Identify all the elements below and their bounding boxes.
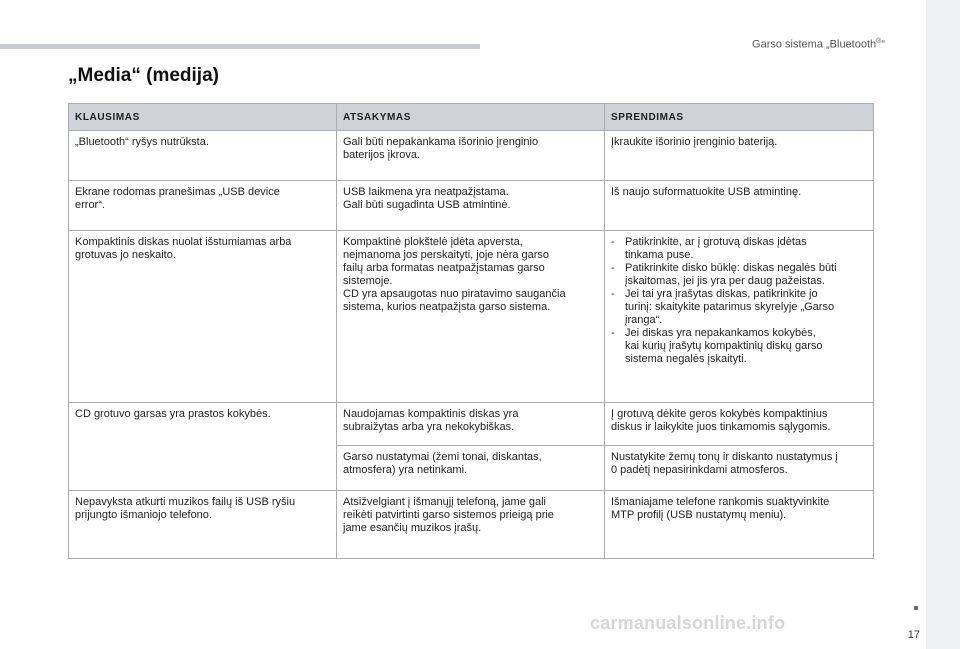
solution-cell <box>605 231 874 403</box>
question-cell <box>69 231 337 403</box>
page-title: „Media“ (medija) <box>68 65 219 86</box>
solution-list-item: - Jei diskas yra nepakankamos kokybės, kai kurių įrašytų kompaktinių diskų garso sistema negalės įskaityti. <box>611 327 867 366</box>
header-answer: ATSAKYMAS <box>337 104 605 131</box>
solution-list <box>611 236 867 366</box>
solution-text: Į grotuvą dėkite geros kokybės kompaktinius diskus ir laikykite juos tinkamomis sąlygomis. <box>611 408 831 433</box>
answer-cell <box>337 231 605 403</box>
page-edge-strip <box>926 0 960 649</box>
answer-cell <box>337 491 605 559</box>
table-row <box>69 491 874 559</box>
solution-list-item: - Jei tai yra įrašytas diskas, patikrinkite jo turinį: skaitykite patarimus skyrelyje „Garso įranga“. <box>611 288 867 327</box>
answer-cell <box>337 181 605 231</box>
question-cell <box>69 131 337 181</box>
answer-cell <box>337 131 605 181</box>
page-marker-square <box>914 606 918 610</box>
question-text: „Bluetooth“ ryšys nutrūksta. <box>75 136 209 148</box>
solution-text: Išmaniajame telefone rankomis suaktyvinkite MTP profilį (USB nustatymų meniu). <box>611 496 830 521</box>
answer-text: USB laikmena yra neatpažįstama. Gali būti sugadinta USB atmintinė. <box>343 186 511 211</box>
answer-text: Kompaktinė plokštelė įdėta apversta, neįmanoma jos perskaityti, joje nėra garso failų arba formatas neatpažįstamas garso sistemoje. CD yra apsaugotas nuo piratavimo saugančia sistema, kurios neatpažįsta garso sistema. <box>343 236 566 313</box>
troubleshooting-table <box>68 103 874 559</box>
page-number: 17 <box>907 629 920 641</box>
question-text: Ekrane rodomas pranešimas „USB device error“. <box>75 186 280 211</box>
section-header <box>752 38 885 51</box>
answer-text: Atsižvelgiant į išmanųjį telefoną, jame gali reikėti patvirtinti garso sistemos prieigą prie jame esančių muzikos įrašų. <box>343 496 554 534</box>
registered-mark: ® <box>876 38 882 45</box>
solution-text: Įkraukite išorinio įrenginio bateriją. <box>611 136 778 148</box>
solution-list-item: - Patikrinkite disko būklę: diskas negalės būti įskaitomas, jei jis yra per daug pažeistas. <box>611 262 867 288</box>
question-text: Nepavyksta atkurti muzikos failų iš USB ryšiu prijungto išmaniojo telefono. <box>75 496 296 521</box>
header-solution: SPRENDIMAS <box>605 104 874 131</box>
table-row <box>69 403 874 446</box>
header-rule <box>0 44 480 49</box>
table-header-row <box>69 104 874 131</box>
question-text: Kompaktinis diskas nuolat išstumiamas arba grotuvas jo neskaito. <box>75 236 292 261</box>
solution-text: Nustatykite žemų tonų ir diskanto nustatymus į 0 padėtį nepasirinkdami atmosferos. <box>611 451 838 476</box>
solution-cell <box>605 491 874 559</box>
answer-cell <box>337 446 605 491</box>
question-cell <box>69 403 337 491</box>
table-row <box>69 181 874 231</box>
table-row <box>69 131 874 181</box>
answer-text: Gali būti nepakankama išorinio įrenginio baterijos įkrova. <box>343 136 539 161</box>
answer-cell <box>337 403 605 446</box>
header-question: KLAUSIMAS <box>69 104 337 131</box>
solution-text: Iš naujo suformatuokite USB atmintinę. <box>611 186 802 198</box>
solution-cell <box>605 403 874 446</box>
solution-cell <box>605 131 874 181</box>
section-header-text: Garso sistema „Bluetooth <box>752 38 877 51</box>
answer-text: Garso nustatymai (žemi tonai, diskantas, atmosfera) yra netinkami. <box>343 451 542 476</box>
solution-cell <box>605 181 874 231</box>
question-text: CD grotuvo garsas yra prastos kokybės. <box>75 408 271 420</box>
solution-list-item: - Patikrinkite, ar į grotuvą diskas įdėtas tinkama puse. <box>611 236 867 262</box>
watermark: carmanualsonline.info <box>590 613 786 633</box>
solution-cell <box>605 446 874 491</box>
table-row <box>69 231 874 403</box>
section-header-quote: “ <box>881 38 885 51</box>
question-cell <box>69 491 337 559</box>
answer-text: Naudojamas kompaktinis diskas yra subraižytas arba yra nekokybiškas. <box>343 408 519 433</box>
question-cell <box>69 181 337 231</box>
